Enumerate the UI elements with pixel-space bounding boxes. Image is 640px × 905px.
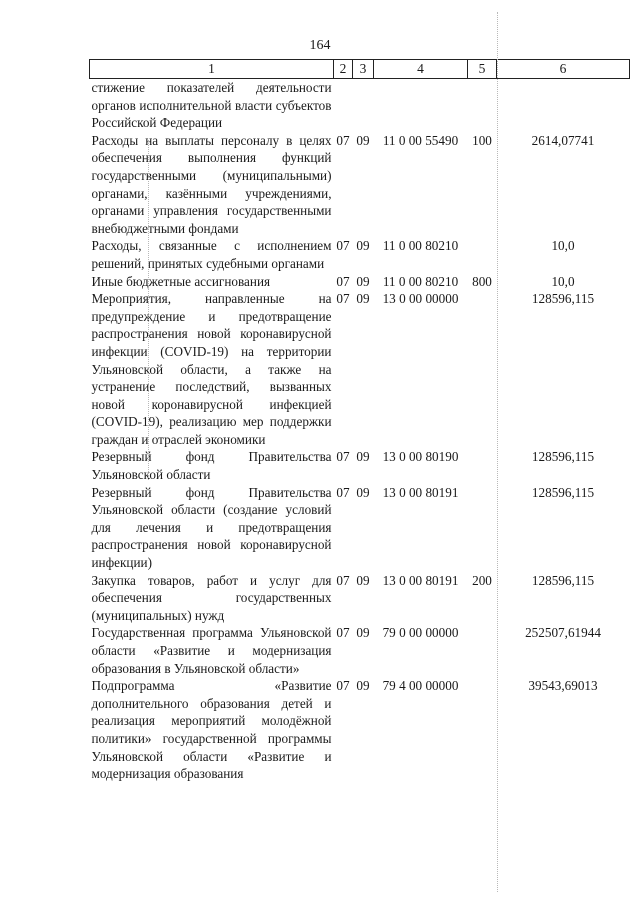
subsection-code: 09 — [356, 132, 370, 148]
table-row — [90, 237, 630, 272]
section-code: 07 — [336, 273, 350, 289]
column-header: 2 — [334, 60, 353, 79]
amount: 128596,115 — [531, 572, 595, 588]
table-row — [90, 290, 630, 448]
subsection-code: 09 — [356, 572, 370, 588]
amount: 39543,69013 — [528, 678, 598, 694]
target-article-code: 11 0 00 80210 — [382, 238, 459, 254]
target-article-code: 13 0 00 80191 — [382, 484, 459, 500]
expense-name: Государственная программа Ульяновской области «Развитие и модернизация образования в Ульяновской области» — [91, 625, 332, 676]
section-code: 07 — [336, 678, 350, 694]
column-guide-line — [148, 140, 149, 480]
expense-name: Иные бюджетные ассигнования — [91, 273, 271, 289]
column-guide-line — [497, 12, 498, 892]
expense-name: Подпрограмма «Развитие дополнительного образования детей и реализация мероприятий молодёжной политики» государственной программы Ульяновской области «Развитие и модернизация образования — [91, 678, 332, 782]
amount: 2614,07741 — [531, 132, 595, 148]
section-code: 07 — [336, 449, 350, 465]
expense-type-code — [468, 624, 497, 677]
subsection-code: 09 — [356, 291, 370, 307]
expense-type-code — [468, 484, 497, 572]
subsection-code: 09 — [356, 273, 370, 289]
column-header: 3 — [353, 60, 374, 79]
expense-name: стижение показателей деятельности органов исполнительной власти субъектов Российской Федерации — [91, 80, 332, 131]
subsection-code: 09 — [356, 449, 370, 465]
table-row — [90, 132, 630, 238]
target-article-code: 13 0 00 80191 — [382, 572, 459, 588]
section-code: 07 — [336, 484, 350, 500]
target-article-code: 11 0 00 55490 — [382, 132, 459, 148]
expense-type-code — [468, 237, 497, 272]
page-number: 164 — [309, 38, 331, 53]
table-row — [90, 572, 630, 625]
column-header: 4 — [374, 60, 468, 79]
target-article-code: 13 0 00 80190 — [382, 449, 459, 465]
amount: 128596,115 — [531, 449, 595, 465]
table-row — [90, 484, 630, 572]
expense-type-code — [468, 290, 497, 448]
expense-type-code: 800 — [472, 273, 492, 289]
amount: 10,0 — [551, 238, 575, 254]
amount: 10,0 — [551, 273, 575, 289]
expense-name: Резервный фонд Правительства Ульяновской области (создание условий для лечения и предотвращения распространения новой коронавирусной инфекции) — [91, 484, 332, 571]
section-code: 07 — [336, 238, 350, 254]
target-article-code — [374, 79, 468, 132]
expense-type-code — [468, 677, 497, 783]
expense-name: Закупка товаров, работ и услуг для обеспечения государственных (муниципальных) нужд — [91, 572, 332, 623]
section-code: 07 — [336, 132, 350, 148]
expense-name: Расходы, связанные с исполнением решений, принятых судебными органами — [91, 238, 332, 271]
target-article-code: 79 4 00 00000 — [382, 678, 459, 694]
target-article-code: 11 0 00 80210 — [382, 273, 459, 289]
target-article-code: 79 0 00 00000 — [382, 625, 459, 641]
expense-name: Расходы на выплаты персоналу в целях обеспечения выполнения функций государственными (муниципальными) органами, казёнными учреждениями, органами управления государственными внебюджетными фондами — [91, 132, 332, 236]
column-header: 5 — [468, 60, 497, 79]
section-code: 07 — [336, 291, 350, 307]
table-row — [90, 273, 630, 291]
expense-type-code — [468, 448, 497, 483]
subsection-code: 09 — [356, 625, 370, 641]
expense-name: Мероприятия, направленные на предупреждение и предотвращение распространения новой коронавирусной инфекции (COVID-19) на территории Ульяновской области, а также на устранение последствий, вызванных новой коронавирусной инфекцией (COVID-19), реализацию мер поддержки граждан и отраслей экономики — [91, 291, 332, 447]
amount: 128596,115 — [531, 291, 595, 307]
column-header: 6 — [497, 60, 630, 79]
table-header-row — [90, 60, 630, 79]
expense-type-code — [468, 79, 497, 132]
table-row — [90, 79, 630, 132]
table-row — [90, 448, 630, 483]
section-code: 07 — [336, 625, 350, 641]
amount — [497, 79, 630, 132]
column-header: 1 — [90, 60, 334, 79]
budget-table — [89, 59, 630, 783]
target-article-code: 13 0 00 00000 — [382, 291, 459, 307]
subsection-code — [353, 79, 374, 132]
table-row — [90, 677, 630, 783]
section-code: 07 — [336, 572, 350, 588]
expense-name: Резервный фонд Правительства Ульяновской области — [91, 449, 332, 483]
subsection-code: 09 — [356, 678, 370, 694]
expense-type-code: 200 — [472, 572, 492, 588]
subsection-code: 09 — [356, 238, 370, 254]
table-row — [90, 624, 630, 677]
amount: 252507,61944 — [525, 625, 601, 641]
subsection-code: 09 — [356, 484, 370, 500]
amount: 128596,115 — [531, 484, 595, 500]
section-code — [334, 79, 353, 132]
expense-type-code: 100 — [472, 132, 492, 148]
